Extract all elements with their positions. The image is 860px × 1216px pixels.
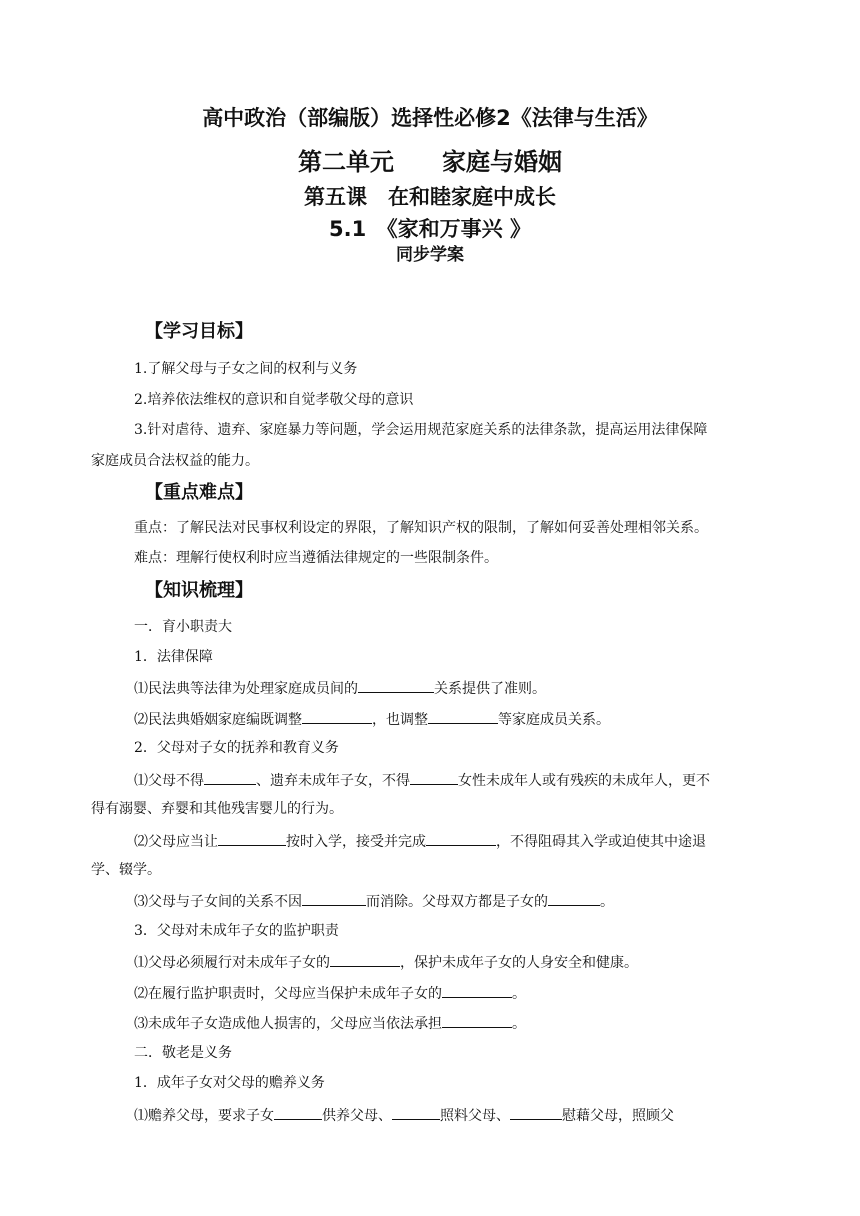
text: ⑵父母应当让: [134, 834, 218, 850]
text: 供养父母、: [322, 1108, 392, 1124]
answer-blank[interactable]: [204, 772, 256, 785]
subsection-1-3-heading: 3．父母对未成年子女的监护职责: [134, 923, 339, 939]
answer-blank[interactable]: [302, 893, 366, 906]
fill-item-1-2-b: [134, 833, 706, 849]
text: 照料父母、: [440, 1108, 510, 1124]
text: 按时入学，接受并完成: [286, 834, 426, 850]
fill-item-1-2-c: [134, 893, 614, 909]
answer-blank[interactable]: [428, 711, 498, 724]
answer-blank[interactable]: [274, 1107, 322, 1120]
text: 等家庭成员关系。: [498, 712, 610, 728]
document-subtitle: 同步学案: [396, 245, 464, 265]
fill-item-1-2-a: [134, 772, 710, 788]
fill-item-1-3-b: [134, 985, 526, 1001]
key-point: 重点：了解民法对民事权利设定的界限，了解知识产权的限制，了解如何妥善处理相邻关系。: [134, 520, 708, 536]
answer-blank[interactable]: [510, 1107, 562, 1120]
text: ⑵在履行监护职责时，父母应当保护未成年子女的: [134, 986, 442, 1002]
text: ⑶未成年子女造成他人损害的，父母应当依法承担: [134, 1016, 442, 1032]
objective-1: 1.了解父母与子女之间的权利与义务: [134, 361, 358, 377]
text: ，也调整: [372, 712, 428, 728]
fill-item-1-3-c: [134, 1015, 526, 1031]
subsection-1-1-heading: 1．法律保障: [134, 649, 213, 665]
answer-blank[interactable]: [330, 954, 400, 967]
text: ⑴父母不得: [134, 773, 204, 789]
text: ⑴赡养父母，要求子女: [134, 1108, 274, 1124]
answer-blank[interactable]: [426, 833, 496, 846]
lesson-title: 第五课 在和睦家庭中成长: [304, 185, 556, 209]
text: ，不得阻碍其入学或迫使其中途退: [496, 834, 706, 850]
knowledge-heading: 【知识梳理】: [145, 580, 253, 601]
key-points-heading: 【重点难点】: [145, 482, 253, 503]
fill-item-1-1-b: [134, 711, 610, 727]
difficult-point: 难点：理解行使权利时应当遵循法律规定的一些限制条件。: [134, 550, 498, 566]
text: ，保护未成年子女的人身安全和健康。: [400, 955, 638, 971]
text: ⑴民法典等法律为处理家庭成员间的: [134, 681, 358, 697]
text: 。: [512, 1016, 526, 1032]
answer-blank[interactable]: [410, 772, 458, 785]
text: ⑵民法典婚姻家庭编既调整: [134, 712, 302, 728]
answer-blank[interactable]: [392, 1107, 440, 1120]
text: 、遗弃未成年子女，不得: [256, 773, 410, 789]
fill-item-1-3-a: [134, 954, 638, 970]
section-2-heading: 二．敬老是义务: [134, 1045, 232, 1061]
fill-item-2-1-a: [134, 1107, 674, 1123]
text: 慰藉父母，照顾父: [562, 1108, 674, 1124]
fill-item-1-2-a-cont: 得有溺婴、弃婴和其他残害婴儿的行为。: [91, 801, 343, 817]
answer-blank[interactable]: [548, 893, 600, 906]
text: 。: [512, 986, 526, 1002]
text: ⑴父母必须履行对未成年子女的: [134, 955, 330, 971]
section-title: 5.1 《家和万事兴 》: [328, 217, 531, 241]
section-1-heading: 一．育小职责大: [134, 619, 232, 635]
answer-blank[interactable]: [442, 985, 512, 998]
text: 关系提供了准则。: [434, 681, 546, 697]
text: 而消除。父母双方都是子女的: [366, 894, 548, 910]
answer-blank[interactable]: [442, 1015, 512, 1028]
objective-3-line-2: 家庭成员合法权益的能力。: [91, 453, 259, 469]
document-title: 高中政治（部编版）选择性必修2《法律与生活》: [202, 106, 658, 130]
answer-blank[interactable]: [302, 711, 372, 724]
fill-item-1-1-a: [134, 680, 546, 696]
objective-3-line-1: 3.针对虐待、遗弃、家庭暴力等问题，学会运用规范家庭关系的法律条款，提高运用法律保障: [134, 422, 708, 438]
text: 女性未成年人或有残疾的未成年人，更不: [458, 773, 710, 789]
objectives-heading: 【学习目标】: [145, 321, 253, 342]
fill-item-1-2-b-cont: 学、辍学。: [91, 862, 161, 878]
unit-title: 第二单元 家庭与婚姻: [298, 148, 562, 176]
answer-blank[interactable]: [218, 833, 286, 846]
subsection-2-1-heading: 1．成年子女对父母的赡养义务: [134, 1075, 325, 1091]
subsection-1-2-heading: 2．父母对子女的抚养和教育义务: [134, 740, 339, 756]
objective-2: 2.培养依法维权的意识和自觉孝敬父母的意识: [134, 392, 414, 408]
answer-blank[interactable]: [358, 680, 434, 693]
text: ⑶父母与子女间的关系不因: [134, 894, 302, 910]
text: 。: [600, 894, 614, 910]
